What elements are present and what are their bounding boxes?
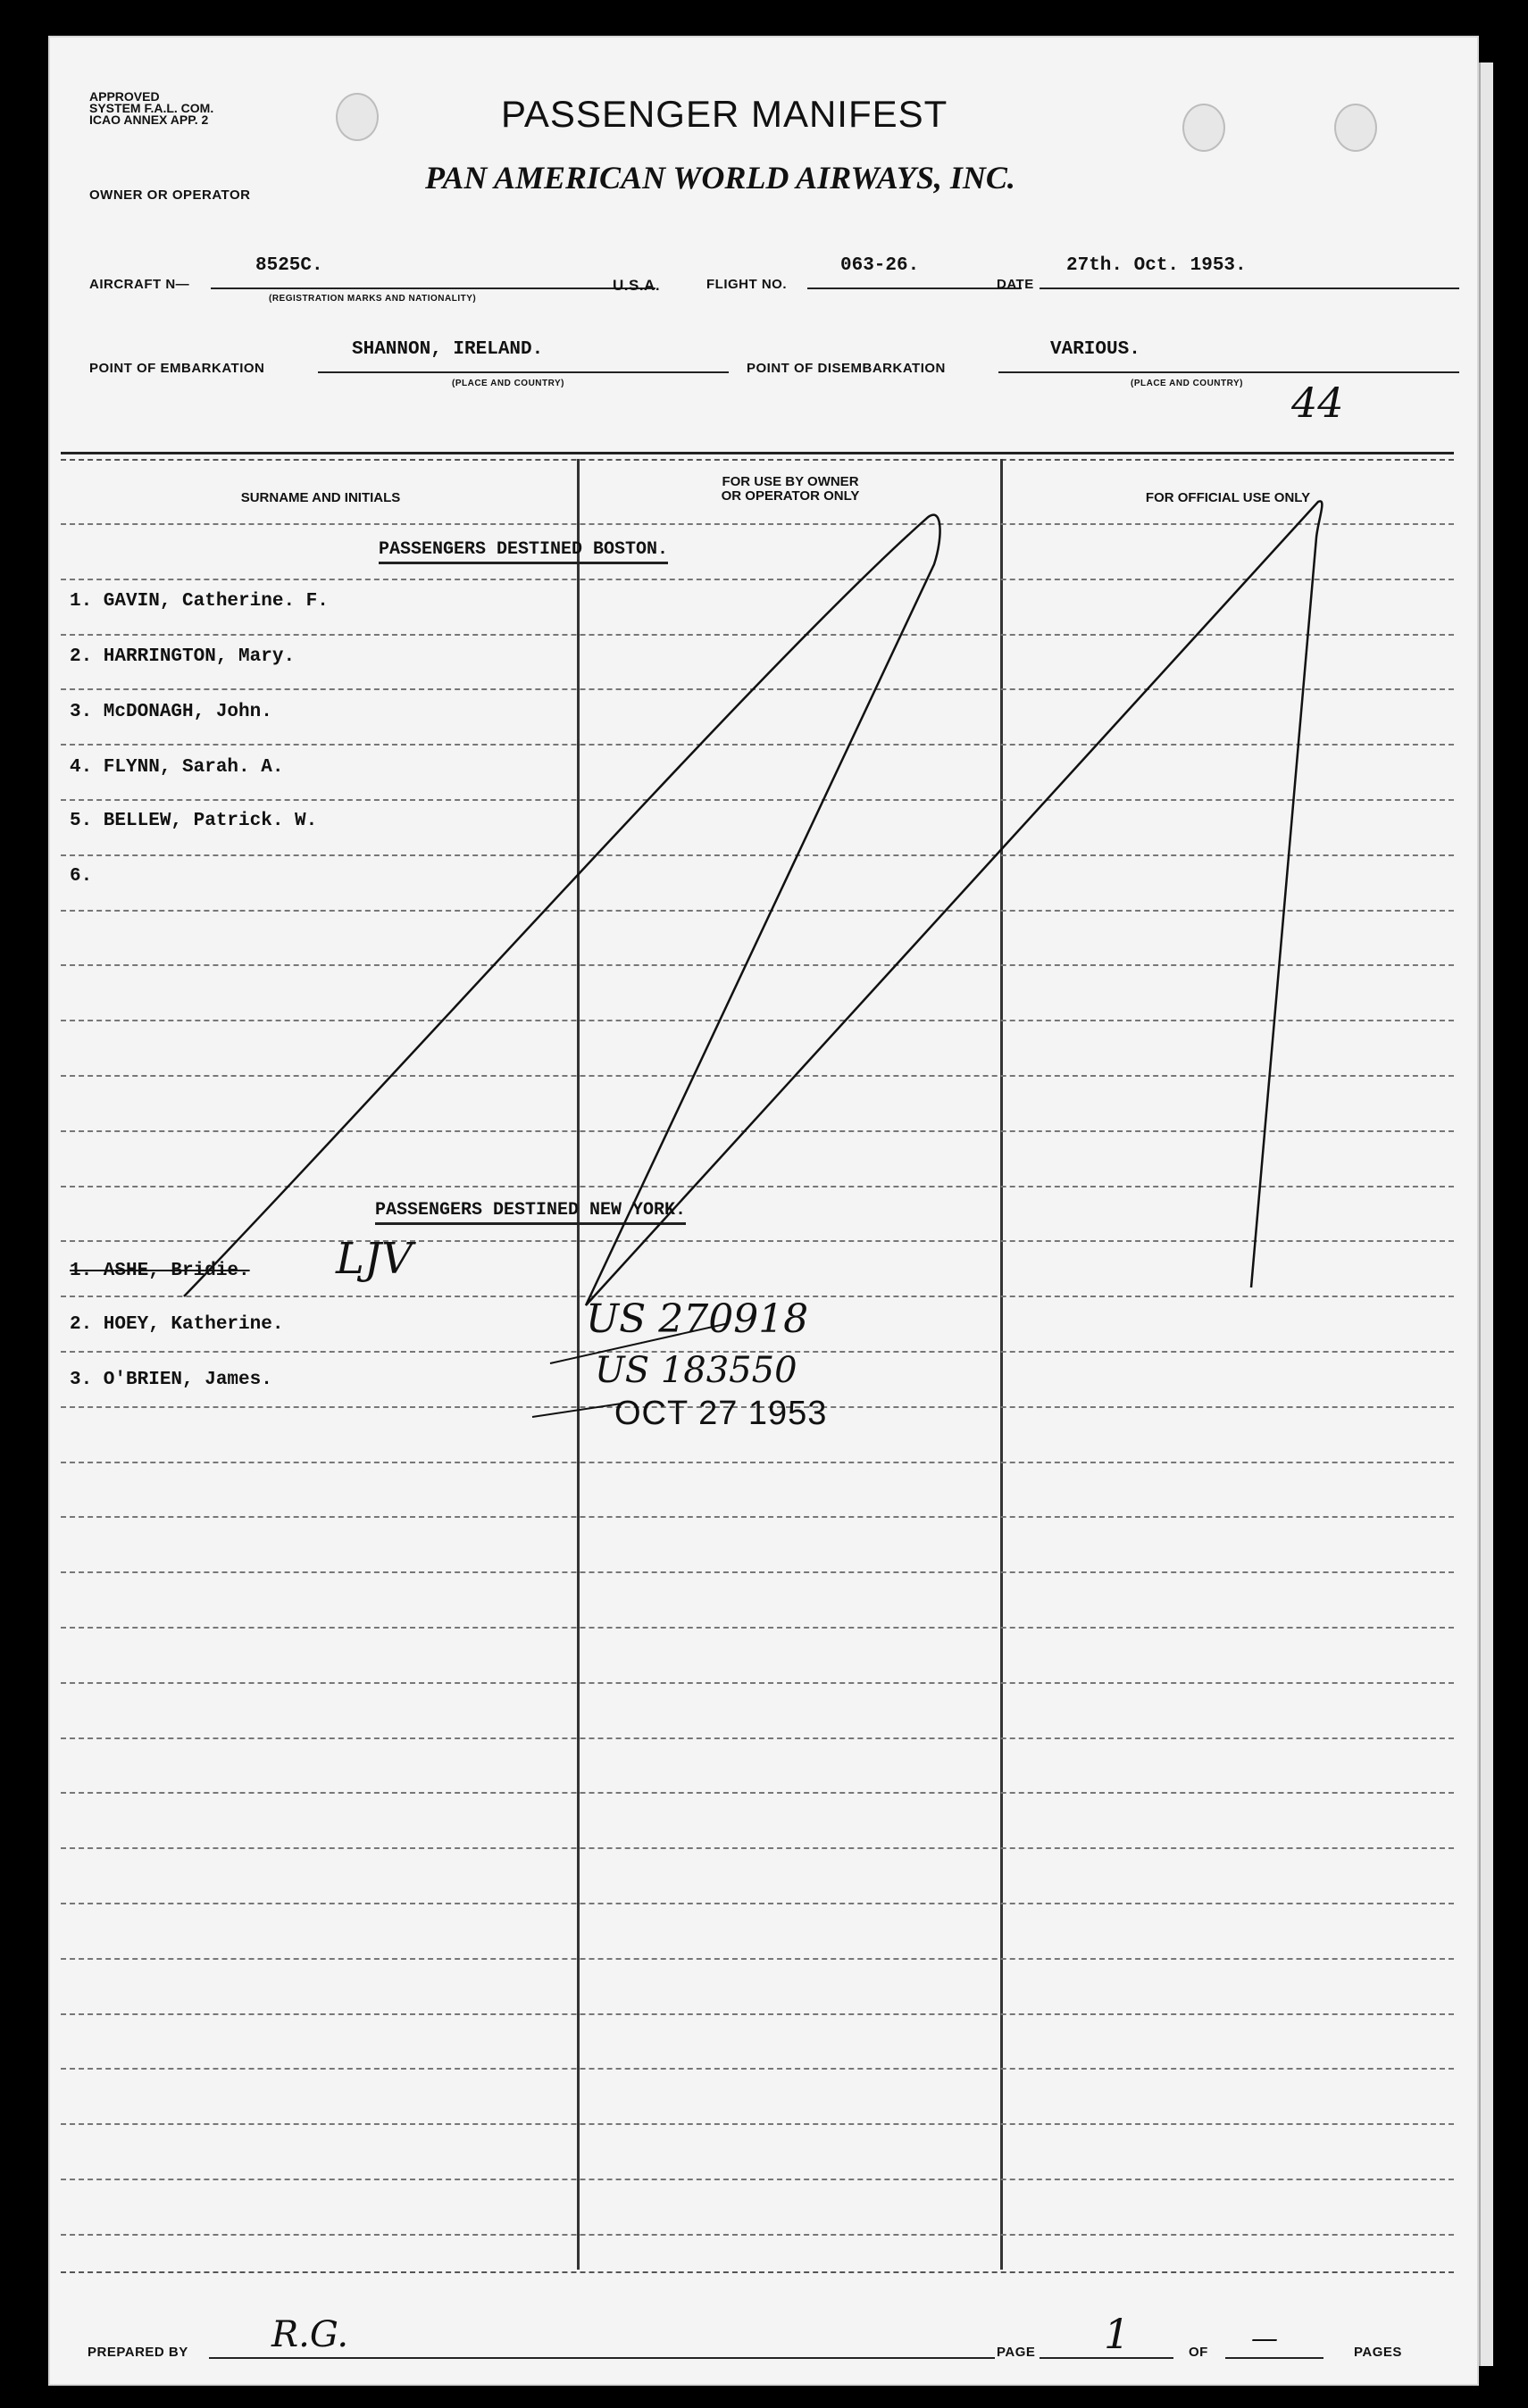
official-ref: US 183550 <box>595 1350 797 1391</box>
handwritten-initials: LJV <box>336 1234 413 1284</box>
approval-stamp: APPROVED SYSTEM F.A.L. COM. ICAO ANNEX APP. 2 <box>89 89 214 127</box>
official-ref: US 270918 <box>586 1296 809 1342</box>
page-label: PAGE <box>997 2345 1036 2360</box>
handwritten-strokes <box>50 37 1479 2386</box>
passenger-row-cancelled: 1. ASHE, Bridie. <box>70 1261 250 1281</box>
of-label: OF <box>1189 2345 1208 2360</box>
footer-rule <box>61 2271 1454 2273</box>
page-value: 1 <box>1104 2310 1131 2358</box>
date-value: 27th. Oct. 1953. <box>1066 255 1247 276</box>
col-surname-header: SURNAME AND INITIALS <box>240 490 401 505</box>
embarkation-label: POINT OF EMBARKATION <box>89 361 265 376</box>
disembarkation-label: POINT OF DISEMBARKATION <box>747 361 946 376</box>
flight-value: 063-26. <box>840 255 920 276</box>
usa-label: U.S.A. <box>613 277 661 294</box>
col-official-header: FOR OFFICIAL USE ONLY <box>1145 490 1311 505</box>
passenger-row: 6. <box>70 866 93 887</box>
of-value: — <box>1251 2323 1278 2354</box>
owner-label: OWNER OR OPERATOR <box>89 187 251 203</box>
col-owner-header: FOR USE BY OWNER OR OPERATOR ONLY <box>721 474 860 504</box>
passenger-row: 4. FLYNN, Sarah. A. <box>70 757 284 778</box>
date-stamp: OCT 27 1953 <box>614 1395 828 1432</box>
pages-label: PAGES <box>1354 2345 1402 2360</box>
flight-label: FLIGHT NO. <box>706 277 787 292</box>
embarkation-value: SHANNON, IRELAND. <box>352 339 544 360</box>
passenger-row: 3. McDONAGH, John. <box>70 702 272 722</box>
of-line <box>1225 2357 1323 2359</box>
aircraft-value: 8525C. <box>255 255 323 276</box>
manifest-page <box>48 36 1479 2386</box>
prepared-value: R.G. <box>271 2314 349 2355</box>
boston-heading: PASSENGERS DESTINED BOSTON. <box>379 539 668 564</box>
passenger-row: 1. GAVIN, Catherine. F. <box>70 591 329 612</box>
date-label: DATE <box>997 277 1034 292</box>
prepared-label: PREPARED BY <box>88 2345 188 2360</box>
passenger-row: 3. O'BRIEN, James. <box>70 1370 272 1390</box>
registration-caption: (REGISTRATION MARKS AND NATIONALITY) <box>269 294 477 304</box>
newyork-heading: PASSENGERS DESTINED NEW YORK. <box>375 1200 686 1225</box>
place-caption: (PLACE AND COUNTRY) <box>1131 379 1243 388</box>
prepared-line <box>209 2357 995 2359</box>
disembarkation-value: VARIOUS. <box>1050 339 1140 360</box>
aircraft-label: AIRCRAFT N— <box>89 277 190 292</box>
passenger-row: 2. HARRINGTON, Mary. <box>70 646 296 667</box>
handwritten-count: 44 <box>1291 379 1344 427</box>
paper-edge <box>1479 62 1493 2366</box>
form-title: PASSENGER MANIFEST <box>501 93 948 135</box>
page-line <box>1040 2357 1173 2359</box>
passenger-row: 2. HOEY, Katherine. <box>70 1314 284 1335</box>
airline-name: PAN AMERICAN WORLD AIRWAYS, INC. <box>425 160 1015 196</box>
passenger-row: 5. BELLEW, Patrick. W. <box>70 811 318 831</box>
place-caption: (PLACE AND COUNTRY) <box>452 379 564 388</box>
